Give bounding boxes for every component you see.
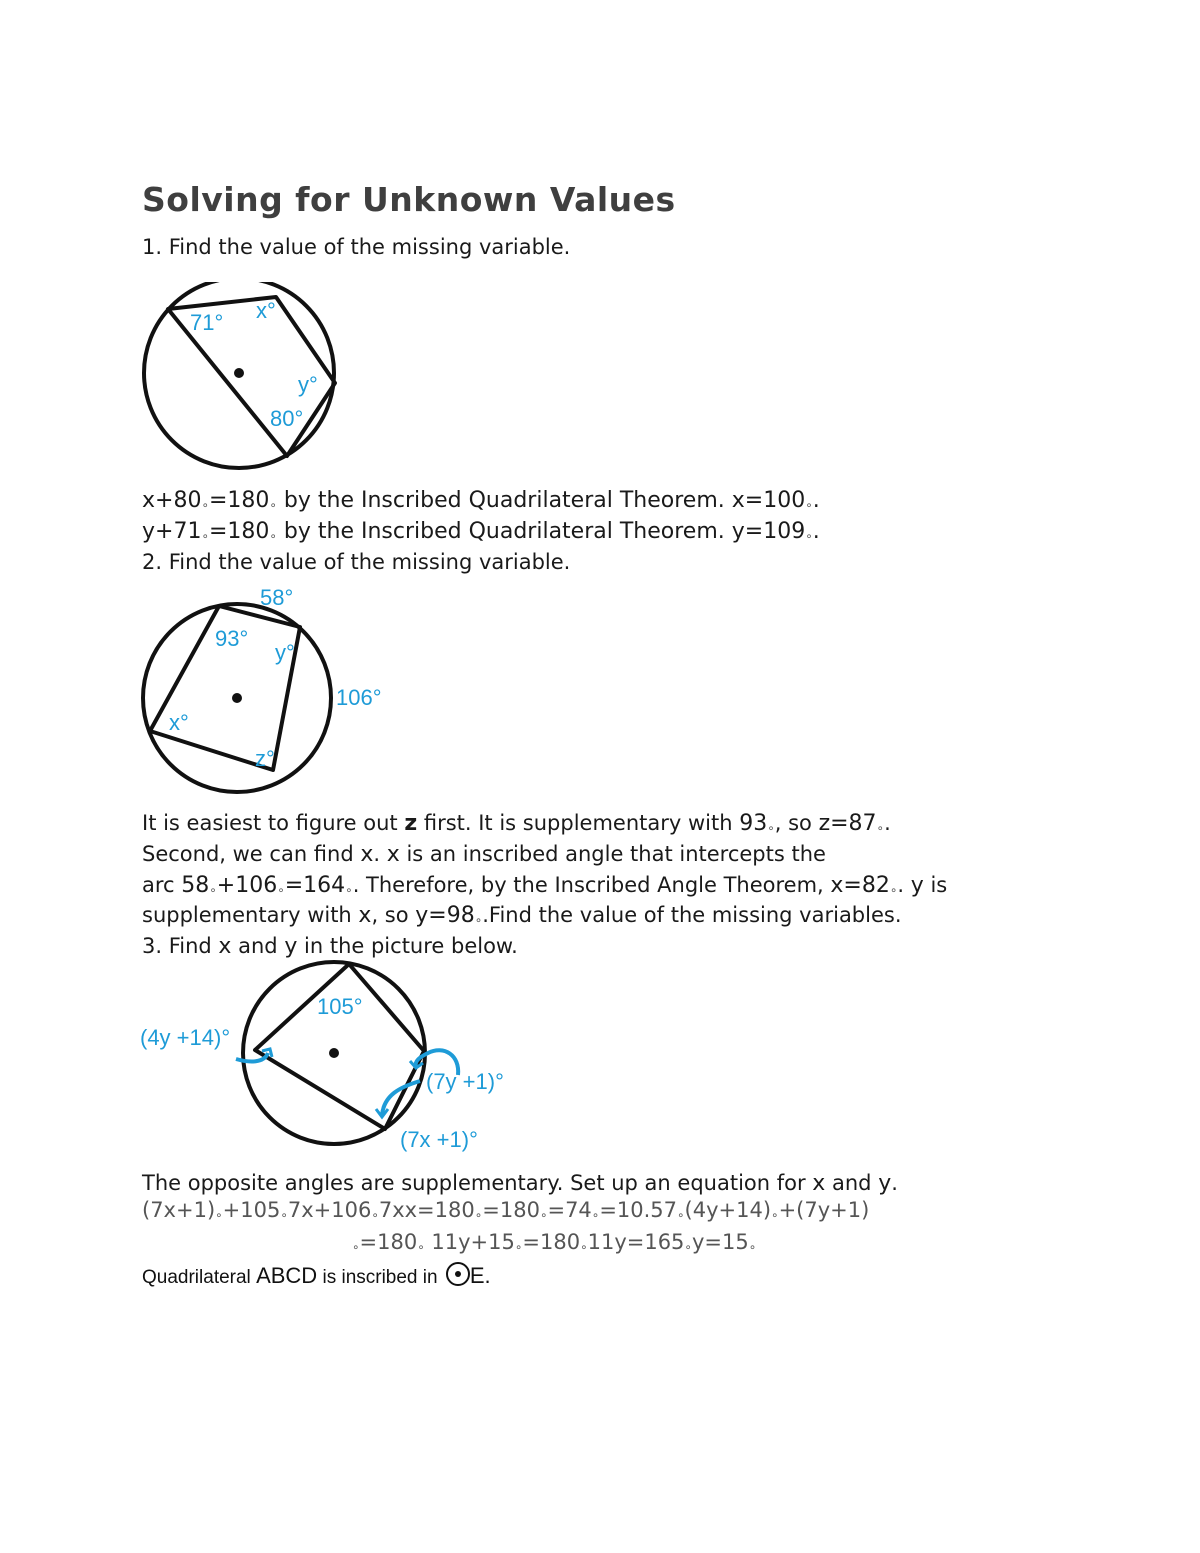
figure-1-label-y: y° [298,372,318,397]
figure-1-center-dot [234,368,244,378]
figure-2-label-x: x° [169,710,189,735]
figure-1 [138,282,343,472]
figure-3-label-7y: (7y +1)° [426,1069,504,1094]
figure-2-label-106: 106° [336,685,382,710]
figure-3-label-7x: (7x +1)° [400,1127,478,1152]
problem-1-line-1: x+80∘=180∘ by the Inscribed Quadrilateral Theorem. x=100∘. [142,488,820,513]
figure-1-label-x: x° [256,298,276,323]
figure-2-label-93: 93° [215,626,249,651]
footer-line: Quadrilateral ABCD is inscribed in E. [142,1263,491,1288]
problem-2-prompt: 2. Find the value of the missing variable. [142,550,571,574]
problem-3-text-line-1: The opposite angles are supplementary. Set up an equation for x and y. [142,1171,898,1196]
problem-2-text-line-4: supplementary with x, so y=98∘.Find the value of the missing variables. [142,903,902,928]
problem-2-text-line-1: It is easiest to figure out z first. It is supplementary with 93∘, so z=87∘. [142,811,891,836]
figure-1-label-71: 71° [190,310,224,335]
page-title: Solving for Unknown Values [142,180,676,219]
circle-dot-icon [446,1262,470,1286]
problem-3-equation-line-1: (7x+1)∘+105∘7x+106∘7xx=180∘=180∘=74∘=10.57∘(4y+14)∘+(7y+1) [142,1198,870,1222]
problem-1-prompt: 1. Find the value of the missing variable. [142,235,571,259]
figure-1-label-80: 80° [270,406,304,431]
figure-3-center-dot [329,1048,339,1058]
figure-2-label-z: z° [255,746,275,771]
problem-1-line-2: y+71∘=180∘ by the Inscribed Quadrilateral Theorem. y=109∘. [142,519,820,544]
figure-2-label-58: 58° [260,585,294,610]
figure-2 [138,585,388,795]
figure-3 [138,957,518,1157]
figure-2-label-y: y° [275,640,295,665]
figure-2-center-dot [232,693,242,703]
figure-3-label-4y: (4y +14)° [140,1025,231,1050]
problem-3-prompt: 3. Find x and y in the picture below. [142,934,518,959]
figure-3-label-105: 105° [317,994,363,1019]
problem-2-text-line-2: Second, we can find x. x is an inscribed angle that intercepts the [142,842,826,867]
problem-3-equation-line-2: ∘=180∘ 11y+15∘=180∘11y=165∘y=15∘ [352,1230,757,1254]
problem-2-text-line-3: arc 58∘+106∘=164∘. Therefore, by the Inscribed Angle Theorem, x=82∘. y is [142,873,948,898]
